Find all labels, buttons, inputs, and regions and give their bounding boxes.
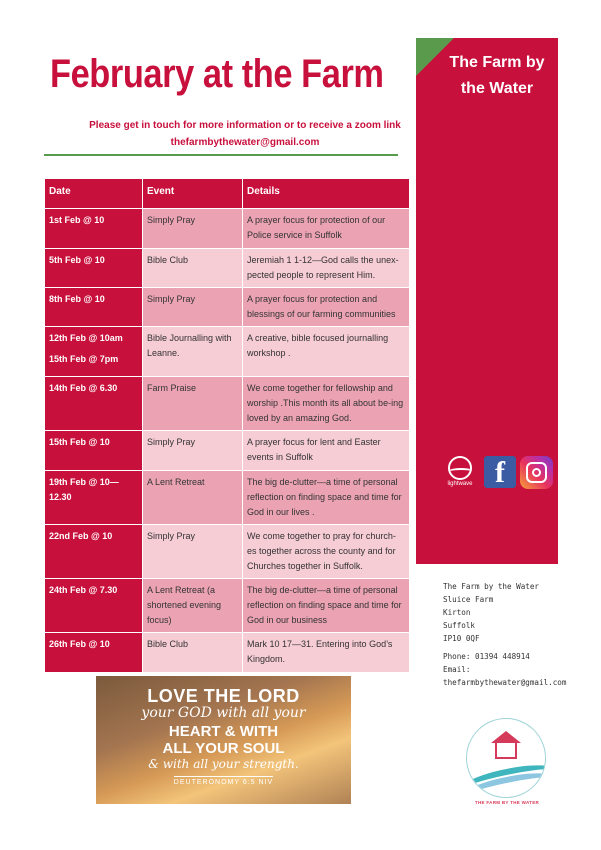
title-divider <box>44 154 398 156</box>
table-row <box>45 431 410 471</box>
verse-reference: DEUTERONOMY 6:5 NIV <box>174 776 273 786</box>
verse-line3: HEART & WITH <box>168 723 279 740</box>
instagram-icon[interactable] <box>520 456 553 489</box>
cell-date: 15th Feb @ 10 <box>45 431 143 471</box>
cell-details: A prayer focus for lent and Easter events in Suffolk <box>243 431 410 471</box>
cell-details: A prayer focus for protection and blessings of our farming communities <box>243 288 410 327</box>
table-row <box>45 249 410 288</box>
side-title-line1: The Farm by <box>449 54 545 71</box>
cell-date: 5th Feb @ 10 <box>45 249 143 288</box>
events-table <box>44 178 410 673</box>
table-row <box>45 288 410 327</box>
verse-line4: ALL YOUR SOUL <box>162 740 285 757</box>
cell-details: A prayer focus for protection of our Police service in Suffolk <box>243 209 410 249</box>
cell-details: The big de-clutter—a time of personal reflection on finding space and time for God in our business <box>243 579 410 633</box>
cell-event: Bible Club <box>143 249 243 288</box>
cell-details: The big de-clutter—a time of personal reflection on finding space and time for God in our lives . <box>243 471 410 525</box>
address-line: IP10 0QF <box>443 634 480 643</box>
address-phone: Phone: 01394 448914 <box>443 652 530 661</box>
cell-event: Farm Praise <box>143 377 243 431</box>
cell-event: A Lent Retreat <box>143 471 243 525</box>
cell-event: Bible Club <box>143 633 243 673</box>
cell-details: A creative, bible focused journalling workshop . <box>243 327 410 377</box>
logo-caption: THE FARM BY THE WATER <box>474 800 540 805</box>
cell-details: We come together to pray for church-es together across the county and for Churches together in Suffolk. <box>243 525 410 579</box>
subtitle-contact-line: Please get in touch for more information or to receive a zoom link <box>89 120 401 131</box>
cell-date: 22nd Feb @ 10 <box>45 525 143 579</box>
header-details: Details <box>243 179 410 209</box>
contact-address <box>443 580 566 689</box>
cell-date: 26th Feb @ 10 <box>45 633 143 673</box>
address-email-label: Email: <box>443 665 471 674</box>
table-row <box>45 327 410 377</box>
cell-event: Simply Pray <box>143 525 243 579</box>
cell-event: Bible Journalling with Leanne. <box>143 327 243 377</box>
cell-date <box>45 327 143 377</box>
address-line: The Farm by the Water <box>443 582 540 591</box>
cell-date: 24th Feb @ 7.30 <box>45 579 143 633</box>
cell-event: Simply Pray <box>143 209 243 249</box>
farm-logo-icon <box>466 718 546 798</box>
cell-date-line1: 12th Feb @ 10am <box>49 333 123 343</box>
verse-line2: your GOD with all your <box>141 705 306 721</box>
table-row <box>45 377 410 431</box>
bible-verse-image <box>96 676 351 804</box>
cell-details: Mark 10 17—31. Entering into God’s Kingdom. <box>243 633 410 673</box>
cell-date-line2: 15th Feb @ 7pm <box>49 354 119 364</box>
cell-event: Simply Pray <box>143 431 243 471</box>
address-line: Sluice Farm <box>443 595 494 604</box>
cell-date: 1st Feb @ 10 <box>45 209 143 249</box>
facebook-icon[interactable]: f <box>484 456 516 488</box>
header-date: Date <box>45 179 143 209</box>
table-row <box>45 579 410 633</box>
table-row <box>45 525 410 579</box>
cell-date: 8th Feb @ 10 <box>45 288 143 327</box>
address-line: Suffolk <box>443 621 476 630</box>
side-title-line2: the Water <box>460 80 534 97</box>
page-title: February at the Farm <box>50 52 384 96</box>
table-header-row <box>45 179 410 209</box>
cell-details: We come together for fellowship and worship .This month its all about be-ing loved by an amazing God. <box>243 377 410 431</box>
cell-date: 19th Feb @ 10—12.30 <box>45 471 143 525</box>
table-row <box>45 471 410 525</box>
cell-details: Jeremiah 1 1-12—God calls the unex-pected people to represent Him. <box>243 249 410 288</box>
cell-event: A Lent Retreat (a shortened evening focus) <box>143 579 243 633</box>
header-event: Event <box>143 179 243 209</box>
verse-line5: & with all your strength. <box>148 757 299 771</box>
address-email[interactable]: thefarmbythewater@gmail.com <box>443 678 567 687</box>
lightwave-label: lightwave <box>447 481 473 487</box>
cell-date: 14th Feb @ 6.30 <box>45 377 143 431</box>
lightwave-logo-mark <box>448 456 472 480</box>
subtitle <box>60 117 430 151</box>
cell-event: Simply Pray <box>143 288 243 327</box>
address-line: Kirton <box>443 608 471 617</box>
table-row <box>45 209 410 249</box>
verse-line1: LOVE THE LORD <box>147 686 300 706</box>
lightwave-icon[interactable] <box>442 456 478 490</box>
subtitle-email[interactable]: thefarmbythewater@gmail.com <box>170 137 320 148</box>
table-row <box>45 633 410 673</box>
side-panel-title <box>436 50 558 102</box>
